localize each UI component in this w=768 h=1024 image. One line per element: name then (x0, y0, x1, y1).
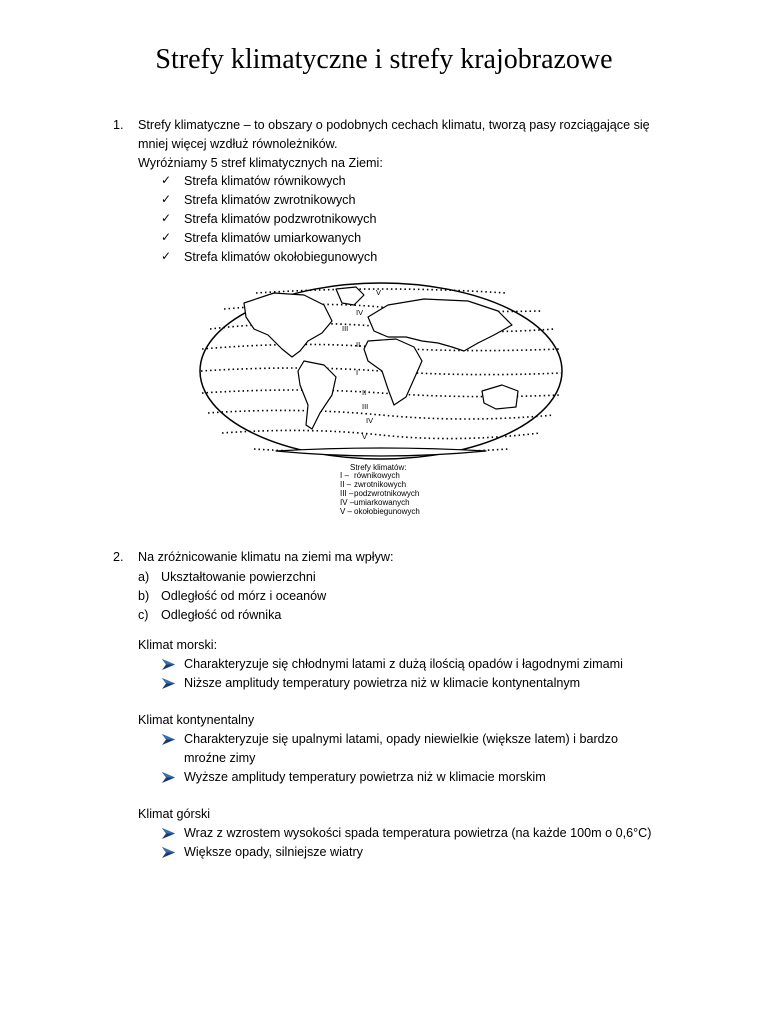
section1-intro-line1: Strefy klimatyczne – to obszary o podobnych cechach klimatu, tworzą pasy rozciągające się (138, 118, 650, 132)
factor-text: Odległość od mórz i oceanów (161, 589, 327, 603)
legend-title: Strefy klimatów: (350, 463, 407, 472)
factor-letter: b) (138, 589, 150, 603)
map-legend (340, 463, 420, 516)
marine-climate-heading: Klimat morski: (138, 638, 218, 652)
page-title: Strefy klimatyczne i strefy krajobrazowe (155, 44, 613, 75)
climate-zones-map (196, 281, 566, 519)
legend-numeral: I – (340, 471, 349, 480)
marine-point: Charakteryzuje się chłodnymi latami z dużą ilością opadów i łagodnymi zimami (184, 657, 623, 671)
zone-label: III (342, 324, 349, 333)
arrow-bullet-icon (162, 734, 175, 745)
continental-point-line1: Charakteryzuje się upalnymi latami, opady niewielkie (większe latem) i bardzo (184, 732, 618, 746)
checkmark-icon: ✓ (161, 249, 172, 263)
legend-text: podzwrotnikowych (354, 489, 420, 498)
legend-text: okołobiegunowych (354, 507, 420, 516)
zone-item: Strefa klimatów zwrotnikowych (184, 193, 356, 207)
arrow-bullet-icon (162, 678, 175, 689)
arrow-bullet-icon (162, 772, 175, 783)
zone-label: IV (356, 308, 364, 317)
zone-label: II (356, 340, 361, 349)
zone-item: Strefa klimatów umiarkowanych (184, 231, 362, 245)
section1-number: 1. (113, 118, 124, 132)
factor-text: Ukształtowanie powierzchni (161, 570, 316, 584)
continental-climate-heading: Klimat kontynentalny (138, 713, 255, 727)
zones-intro: Wyróżniamy 5 stref klimatycznych na Ziemi: (138, 156, 383, 170)
arrow-bullet-icon (162, 659, 175, 670)
legend-text: umiarkowanych (354, 498, 410, 507)
zone-label: III (362, 402, 369, 411)
zone-label: I (356, 368, 359, 377)
zone-item: Strefa klimatów okołobiegunowych (184, 250, 378, 264)
legend-numeral: V – (340, 507, 353, 516)
zone-label: II (362, 388, 367, 397)
zone-item: Strefa klimatów podzwrotnikowych (184, 212, 377, 226)
checkmark-icon: ✓ (161, 192, 172, 206)
section2-heading: Na zróżnicowanie klimatu na ziemi ma wpływ: (138, 550, 394, 564)
mountain-point: Większe opady, silniejsze wiatry (184, 845, 363, 859)
arrow-bullet-icon (162, 828, 175, 839)
mountain-climate-heading: Klimat górski (138, 807, 211, 821)
continental-point-line2: mroźne zimy (184, 751, 256, 765)
zone-label: V (362, 432, 368, 441)
zone-label: IV (366, 416, 374, 425)
factor-letter: c) (138, 608, 149, 622)
legend-numeral: III – (340, 489, 354, 498)
continental-point: Wyższe amplitudy temperatury powietrza niż w klimacie morskim (184, 770, 546, 784)
zone-label: V (376, 288, 382, 297)
factor-letter: a) (138, 570, 150, 584)
legend-numeral: IV – (340, 498, 355, 507)
checkmark-icon: ✓ (161, 173, 172, 187)
checkmark-icon: ✓ (161, 211, 172, 225)
marine-point: Niższe amplitudy temperatury powietrza niż w klimacie kontynentalnym (184, 676, 581, 690)
legend-text: równikowych (354, 471, 400, 480)
mountain-point: Wraz z wzrostem wysokości spada temperatura powietrza (na każde 100m o 0,6°C) (184, 826, 652, 840)
section1-intro-line2: mniej więcej wzdłuż równoleżników. (138, 137, 338, 151)
factor-text: Odległość od równika (161, 608, 282, 622)
checkmark-icon: ✓ (161, 230, 172, 244)
arrow-bullet-icon (162, 847, 175, 858)
section2-number: 2. (113, 550, 124, 564)
antarctica-shape (276, 448, 486, 456)
legend-numeral: II – (340, 480, 352, 489)
legend-text: zwrotnikowych (354, 480, 407, 489)
zone-item: Strefa klimatów równikowych (184, 174, 346, 188)
